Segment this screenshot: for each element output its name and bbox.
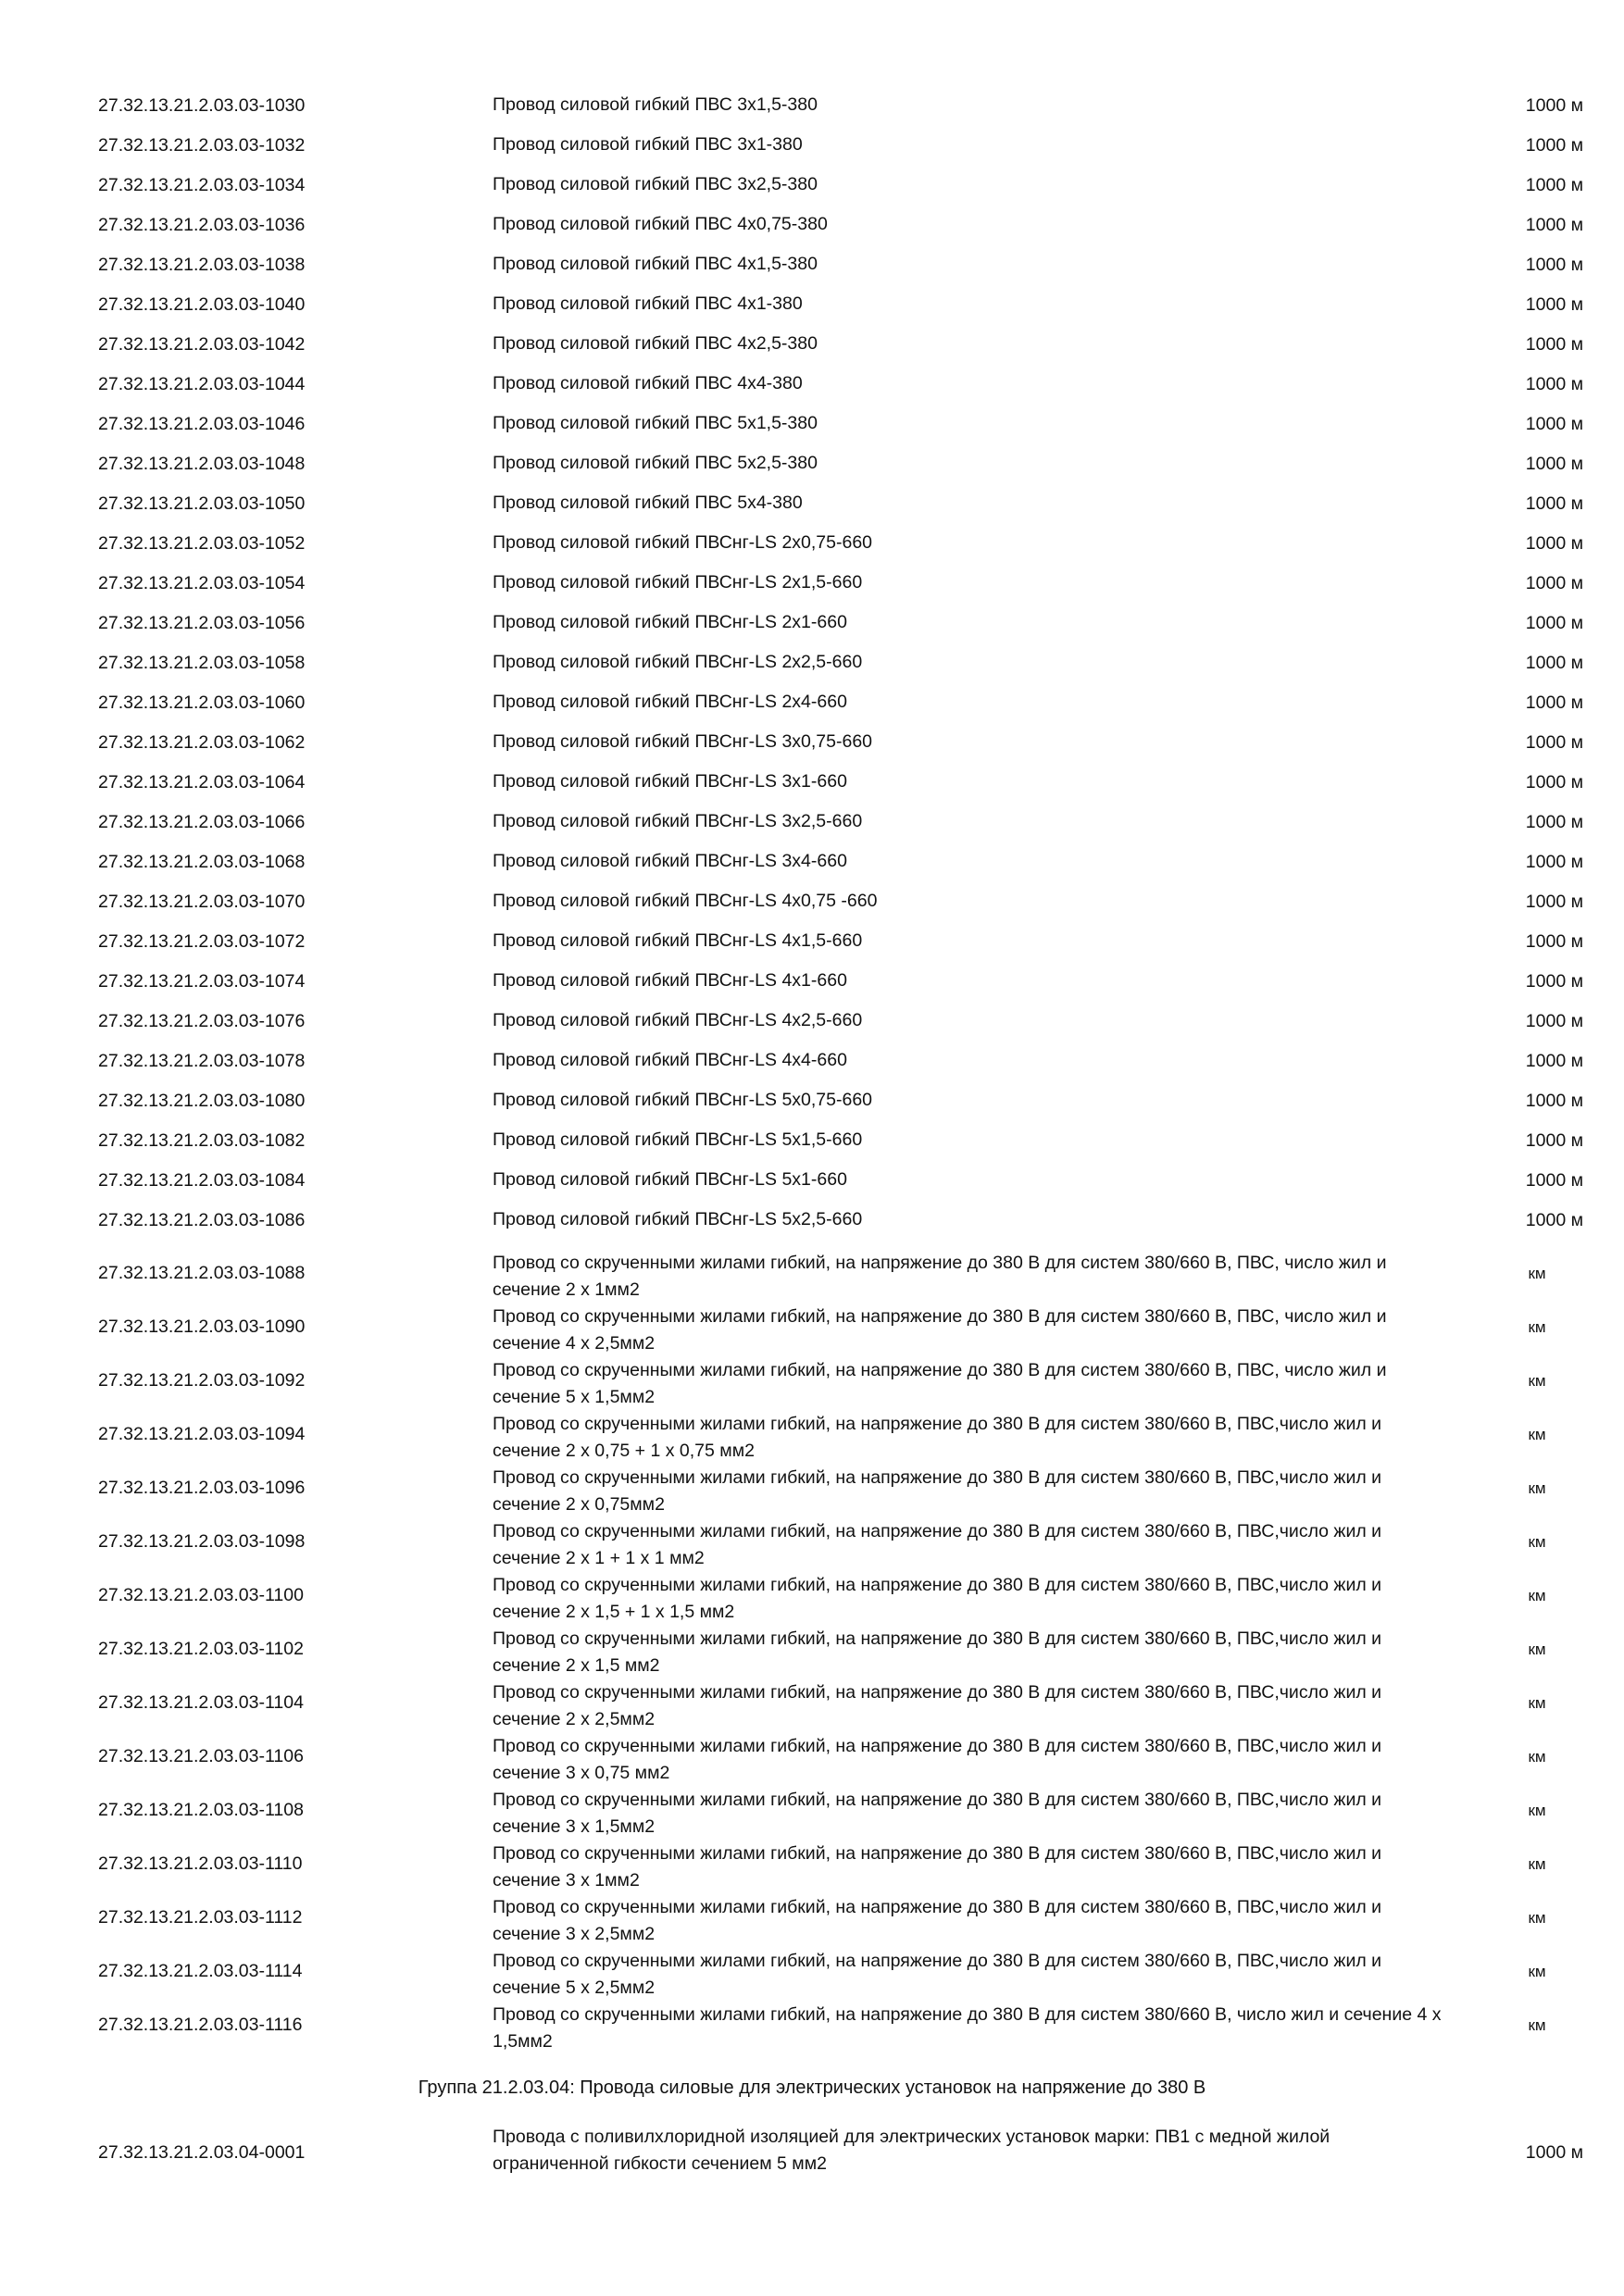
item-code: 27.32.13.21.2.03.03-1072 <box>98 931 306 952</box>
item-unit: 1000 м <box>1525 772 1583 792</box>
item-code: 27.32.13.21.2.03.03-1058 <box>98 653 306 673</box>
item-unit: 1000 м <box>1525 693 1583 713</box>
item-code: 27.32.13.21.2.03.03-1038 <box>98 255 306 275</box>
item-name: Провод силовой гибкий ПВС 3х1-380 <box>493 134 803 155</box>
item-code: 27.32.13.21.2.03.03-1050 <box>98 493 306 514</box>
item-code: 27.32.13.21.2.03.03-1060 <box>98 693 306 713</box>
item-code: 27.32.13.21.2.03.03-1084 <box>98 1170 306 1191</box>
item-name: Провод силовой гибкий ПВС 4х4-380 <box>493 373 803 393</box>
item-code: 27.32.13.21.2.03.03-1100 <box>98 1585 304 1605</box>
item-code: 27.32.13.21.2.03.03-1036 <box>98 215 306 235</box>
item-code: 27.32.13.21.2.03.03-1108 <box>98 1800 304 1820</box>
item-unit: 1000 м <box>1525 2142 1583 2163</box>
item-name: Провод силовой гибкий ПВС 4х2,5-380 <box>493 333 818 354</box>
item-name: Провод силовой гибкий ПВСнг-LS 2х4-660 <box>493 692 847 712</box>
item-name: Провод со скрученными жилами гибкий, на напряжение до 380 В для систем 380/660 В, ПВС,число жил и сечение 2 х 2,5мм2 <box>493 1682 1382 1729</box>
item-code: 27.32.13.21.2.03.03-1044 <box>98 374 306 394</box>
item-code: 27.32.13.21.2.03.03-1040 <box>98 294 306 315</box>
item-code: 27.32.13.21.2.03.03-1074 <box>98 971 306 992</box>
item-code: 27.32.13.21.2.03.03-1102 <box>98 1639 304 1659</box>
item-code: 27.32.13.21.2.03.03-1076 <box>98 1011 306 1031</box>
item-name: Провод со скрученными жилами гибкий, на напряжение до 380 В для систем 380/660 В, ПВС,число жил и сечение 3 х 2,5мм2 <box>493 1897 1382 1944</box>
item-unit: 1000 м <box>1525 1051 1583 1071</box>
item-name: Провод силовой гибкий ПВСнг-LS 5х1,5-660 <box>493 1129 863 1150</box>
item-unit: 1000 м <box>1525 852 1583 872</box>
item-code: 27.32.13.21.2.03.03-1048 <box>98 454 306 474</box>
item-code: 27.32.13.21.2.03.03-1030 <box>98 95 306 116</box>
item-name: Провод со скрученными жилами гибкий, на напряжение до 380 В для систем 380/660 В, ПВС,число жил и сечение 2 х 1,5 + 1 х 1,5 мм2 <box>493 1575 1382 1622</box>
item-code: 27.32.13.21.2.03.03-1098 <box>98 1531 306 1552</box>
item-name: Провод силовой гибкий ПВСнг-LS 5х2,5-660 <box>493 1209 863 1229</box>
item-unit: км <box>1528 1909 1546 1927</box>
item-code: 27.32.13.21.2.03.03-1052 <box>98 533 306 554</box>
item-code: 27.32.13.21.2.03.03-1070 <box>98 892 306 912</box>
item-code: 27.32.13.21.2.03.03-1090 <box>98 1316 306 1337</box>
item-name: Провод силовой гибкий ПВСнг-LS 5х1-660 <box>493 1169 847 1190</box>
item-name: Провод со скрученными жилами гибкий, на напряжение до 380 В для систем 380/660 В, ПВС,число жил и сечение 2 х 1,5 мм2 <box>493 1628 1382 1676</box>
item-name: Провод силовой гибкий ПВСнг-LS 2х1-660 <box>493 612 847 632</box>
item-code: 27.32.13.21.2.03.03-1064 <box>98 772 306 792</box>
item-unit: 1000 м <box>1525 334 1583 355</box>
item-unit: 1000 м <box>1525 971 1583 992</box>
item-name: Провод силовой гибкий ПВС 4х1,5-380 <box>493 254 818 274</box>
item-name: Провод со скрученными жилами гибкий, на напряжение до 380 В для систем 380/660 В, ПВС,число жил и сечение 2 х 1 + 1 х 1 мм2 <box>493 1521 1382 1568</box>
item-code: 27.32.13.21.2.03.03-1094 <box>98 1424 306 1444</box>
item-code: 27.32.13.21.2.03.03-1066 <box>98 812 306 832</box>
item-unit: км <box>1528 1587 1546 1604</box>
group-title: Группа 21.2.03.04: Провода силовые для электрических установок на напряжение до 380 В <box>418 2078 1206 2098</box>
item-unit: 1000 м <box>1525 414 1583 434</box>
item-unit: 1000 м <box>1525 573 1583 593</box>
item-unit: км <box>1528 1694 1546 1712</box>
item-code: 27.32.13.21.2.03.03-1068 <box>98 852 306 872</box>
item-code: 27.32.13.21.2.03.03-1096 <box>98 1478 306 1498</box>
item-code: 27.32.13.21.2.03.03-1086 <box>98 1210 306 1230</box>
item-name: Провод со скрученными жилами гибкий, на напряжение до 380 В для систем 380/660 В, ПВС,число жил и сечение 3 х 1,5мм2 <box>493 1790 1382 1837</box>
item-code: 27.32.13.21.2.03.03-1082 <box>98 1130 306 1151</box>
item-name: Провод силовой гибкий ПВСнг-LS 5х0,75-660 <box>493 1090 873 1110</box>
item-name: Провод силовой гибкий ПВС 5х2,5-380 <box>493 453 818 473</box>
item-unit: 1000 м <box>1525 493 1583 514</box>
item-name: Провод силовой гибкий ПВСнг-LS 3х4-660 <box>493 851 847 871</box>
item-name: Провод со скрученными жилами гибкий, на напряжение до 380 В для систем 380/660 В, ПВС,число жил и сечение 3 х 1мм2 <box>493 1843 1382 1890</box>
item-name: Провод со скрученными жилами гибкий, на напряжение до 380 В для систем 380/660 В, ПВС,число жил и сечение 5 х 2,5мм2 <box>493 1951 1382 1998</box>
item-unit: км <box>1528 1963 1546 1980</box>
item-code: 27.32.13.21.2.03.03-1114 <box>98 1961 303 1981</box>
item-unit: 1000 м <box>1525 653 1583 673</box>
item-unit: 1000 м <box>1525 374 1583 394</box>
item-unit: км <box>1528 1265 1546 1282</box>
item-unit: км <box>1528 1748 1546 1766</box>
item-unit: 1000 м <box>1525 1170 1583 1191</box>
item-unit: 1000 м <box>1525 892 1583 912</box>
item-name: Провод силовой гибкий ПВС 5х1,5-380 <box>493 413 818 433</box>
item-name: Провод силовой гибкий ПВСнг-LS 2х1,5-660 <box>493 572 863 593</box>
item-code: 27.32.13.21.2.03.03-1032 <box>98 135 306 156</box>
item-name: Провод силовой гибкий ПВСнг-LS 4х1-660 <box>493 970 847 991</box>
item-name: Провод со скрученными жилами гибкий, на напряжение до 380 В для систем 380/660 В, ПВС, число жил и сечение 2 х 1мм2 <box>493 1253 1387 1300</box>
item-name: Провод со скрученными жилами гибкий, на напряжение до 380 В для систем 380/660 В, ПВС,число жил и сечение 2 х 0,75мм2 <box>493 1467 1382 1515</box>
item-unit: 1000 м <box>1525 931 1583 952</box>
item-code: 27.32.13.21.2.03.03-1080 <box>98 1091 306 1111</box>
item-unit: км <box>1528 1855 1546 1873</box>
item-name: Провод со скрученными жилами гибкий, на напряжение до 380 В для систем 380/660 В, число жил и сечение 4 х 1,5мм2 <box>493 2004 1442 2052</box>
item-code: 27.32.13.21.2.03.03-1046 <box>98 414 306 434</box>
item-name: Провод силовой гибкий ПВСнг-LS 4х0,75 -660 <box>493 891 878 911</box>
item-code: 27.32.13.21.2.03.03-1116 <box>98 2015 303 2035</box>
item-unit: 1000 м <box>1525 1210 1583 1230</box>
item-name: Провод силовой гибкий ПВСнг-LS 4х2,5-660 <box>493 1010 863 1030</box>
item-unit: 1000 м <box>1525 1091 1583 1111</box>
item-name: Провод силовой гибкий ПВС 3х1,5-380 <box>493 94 818 115</box>
item-name: Провод силовой гибкий ПВСнг-LS 3х0,75-660 <box>493 731 873 752</box>
item-unit: км <box>1528 1479 1546 1497</box>
item-code: 27.32.13.21.2.03.03-1062 <box>98 732 306 753</box>
item-unit: км <box>1528 1318 1546 1336</box>
item-unit: 1000 м <box>1525 1011 1583 1031</box>
item-unit: 1000 м <box>1525 533 1583 554</box>
item-name: Провод силовой гибкий ПВСнг-LS 3х1-660 <box>493 771 847 792</box>
item-name: Провод силовой гибкий ПВС 5х4-380 <box>493 493 803 513</box>
item-name: Провод силовой гибкий ПВСнг-LS 2х0,75-660 <box>493 532 873 553</box>
item-name: Провод силовой гибкий ПВСнг-LS 2х2,5-660 <box>493 652 863 672</box>
item-name: Провод силовой гибкий ПВСнг-LS 3х2,5-660 <box>493 811 863 831</box>
item-code: 27.32.13.21.2.03.03-1078 <box>98 1051 306 1071</box>
item-unit: 1000 м <box>1525 613 1583 633</box>
item-unit: км <box>1528 1426 1546 1443</box>
item-code: 27.32.13.21.2.03.03-1054 <box>98 573 306 593</box>
item-unit: км <box>1528 1533 1546 1551</box>
item-code: 27.32.13.21.2.03.03-1110 <box>98 1853 303 1874</box>
item-code: 27.32.13.21.2.03.03-1056 <box>98 613 306 633</box>
item-code: 27.32.13.21.2.03.03-1034 <box>98 175 306 195</box>
item-unit: 1000 м <box>1525 95 1583 116</box>
item-code: 27.32.13.21.2.03.03-1092 <box>98 1370 306 1391</box>
item-name: Провод силовой гибкий ПВС 4х1-380 <box>493 293 803 314</box>
item-unit: 1000 м <box>1525 175 1583 195</box>
item-unit: 1000 м <box>1525 135 1583 156</box>
item-unit: км <box>1528 1372 1546 1390</box>
item-unit: км <box>1528 2016 1546 2034</box>
item-unit: 1000 м <box>1525 294 1583 315</box>
item-name: Провод силовой гибкий ПВС 4х0,75-380 <box>493 214 828 234</box>
item-code: 27.32.13.21.2.03.03-1112 <box>98 1907 303 1928</box>
item-unit: 1000 м <box>1525 215 1583 235</box>
item-name: Провод со скрученными жилами гибкий, на напряжение до 380 В для систем 380/660 В, ПВС,число жил и сечение 2 х 0,75 + 1 х 0,75 мм2 <box>493 1414 1382 1461</box>
item-code: 27.32.13.21.2.03.04-0001 <box>98 2142 306 2163</box>
item-unit: 1000 м <box>1525 255 1583 275</box>
item-name: Провод со скрученными жилами гибкий, на напряжение до 380 В для систем 380/660 В, ПВС, число жил и сечение 5 х 1,5мм2 <box>493 1360 1387 1407</box>
item-unit: 1000 м <box>1525 732 1583 753</box>
item-name: Провод со скрученными жилами гибкий, на напряжение до 380 В для систем 380/660 В, ПВС, число жил и сечение 4 х 2,5мм2 <box>493 1306 1387 1354</box>
item-name: Провод силовой гибкий ПВСнг-LS 4х4-660 <box>493 1050 847 1070</box>
item-unit: 1000 м <box>1525 1130 1583 1151</box>
item-unit: 1000 м <box>1525 454 1583 474</box>
item-name: Провод силовой гибкий ПВСнг-LS 4х1,5-660 <box>493 930 863 951</box>
item-name: Провод со скрученными жилами гибкий, на напряжение до 380 В для систем 380/660 В, ПВС,число жил и сечение 3 х 0,75 мм2 <box>493 1736 1382 1783</box>
item-name: Провода с поливилхлоридной изоляцией для электрических установок марки: ПВ1 с медной жилой ограниченной гибкости сечением 5 мм2 <box>493 2127 1330 2174</box>
item-code: 27.32.13.21.2.03.03-1106 <box>98 1746 304 1766</box>
item-unit: км <box>1528 1641 1546 1658</box>
item-code: 27.32.13.21.2.03.03-1042 <box>98 334 306 355</box>
item-code: 27.32.13.21.2.03.03-1104 <box>98 1692 304 1713</box>
item-code: 27.32.13.21.2.03.03-1088 <box>98 1263 306 1283</box>
item-unit: км <box>1528 1802 1546 1819</box>
item-name: Провод силовой гибкий ПВС 3х2,5-380 <box>493 174 818 194</box>
item-unit: 1000 м <box>1525 812 1583 832</box>
